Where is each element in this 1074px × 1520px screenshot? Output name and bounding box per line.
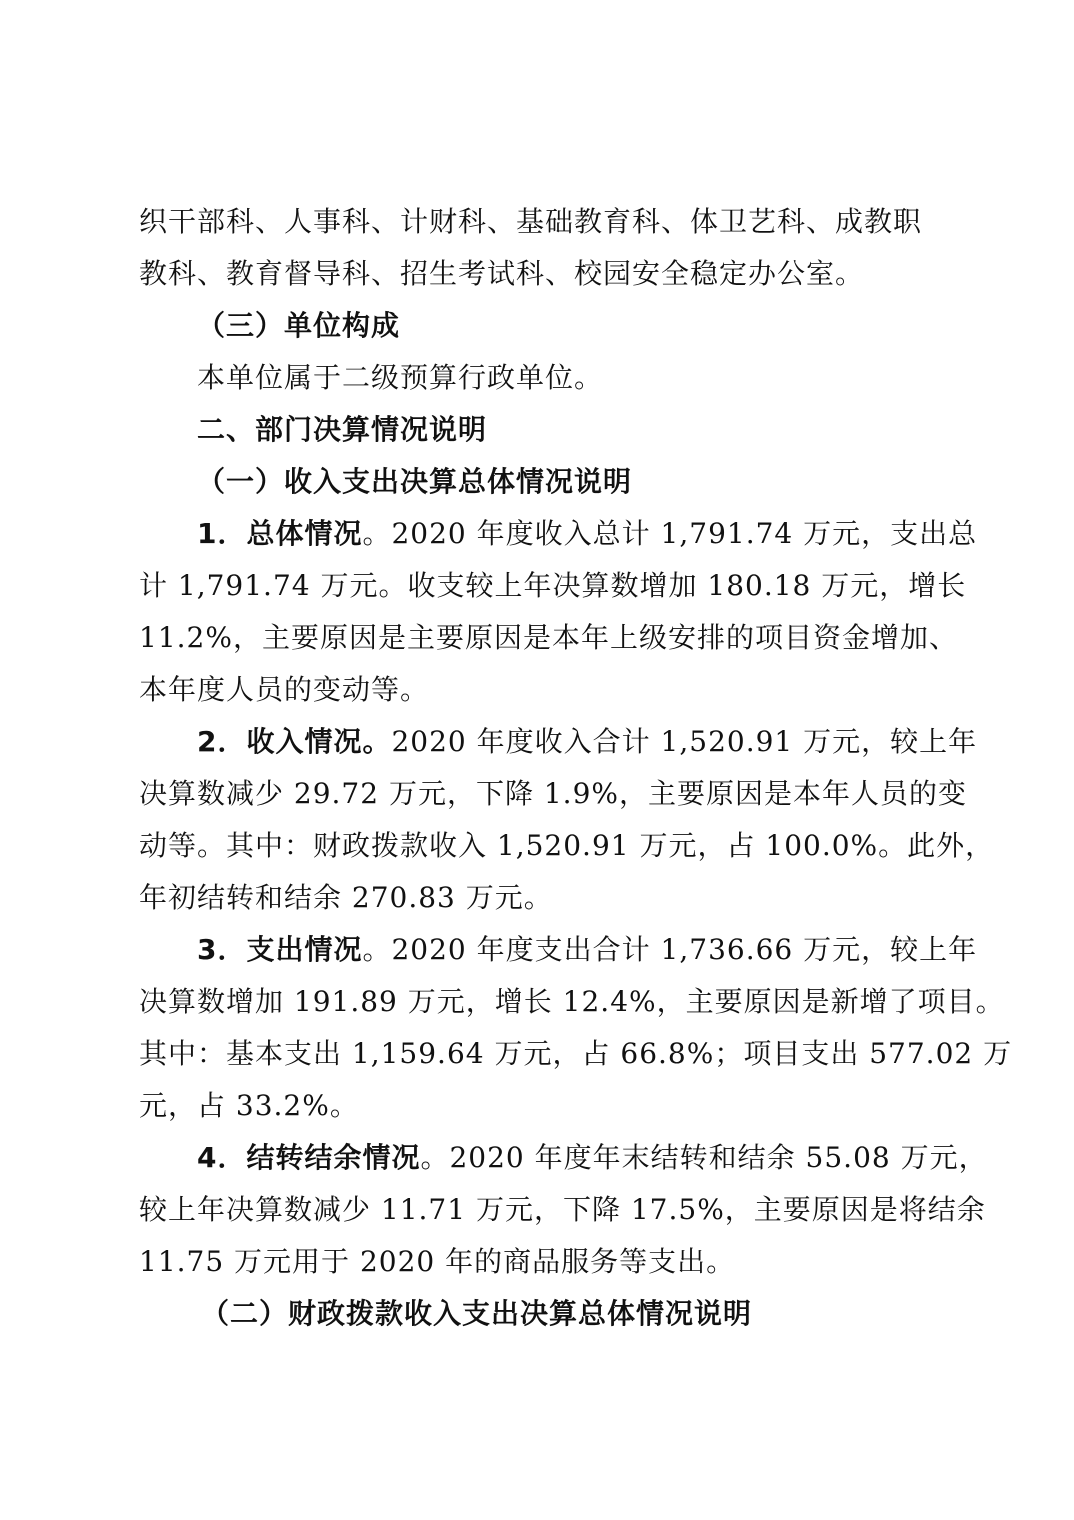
section-heading-income-expense-overview: （一）收入支出决算总体情况说明 [197,465,633,498]
section-heading-dept-accounts: 二、部门决算情况说明 [197,413,488,446]
paragraph-line: 织干部科、人事科、计财科、基础教育科、体卫艺科、成教职 [139,205,923,238]
paragraph-line [139,924,978,976]
item-label-expense: 3．支出情况 [197,933,363,966]
item-label-overall: 1．总体情况 [197,517,363,550]
item-label-carryover: 4．结转结余情况 [197,1141,421,1174]
paragraph-line: 其中：基本支出 1,159.64 万元，占 66.8%；项目支出 577.02 万 [139,1037,1013,1070]
item-label-income: 2．收入情况。 [197,725,392,758]
paragraph-text: 。2020 年度支出合计 1,736.66 万元，较上年 [362,933,978,966]
paragraph-line: 年初结转和结余 270.83 万元。 [139,881,553,914]
paragraph-line: 本单位属于二级预算行政单位。 [197,361,604,394]
paragraph-text: 。2020 年度年末结转和结余 55.08 万元， [420,1141,988,1174]
document-body [139,196,1013,1340]
section-heading-unit-composition: （三）单位构成 [197,309,401,342]
paragraph-line: 本年度人员的变动等。 [139,673,430,706]
section-heading-fiscal-appropriation: （二）财政拨款收入支出决算总体情况说明 [201,1297,753,1330]
paragraph-line [139,716,978,768]
paragraph-text: 。2020 年度收入总计 1,791.74 万元，支出总 [362,517,978,550]
paragraph-line: 动等。其中：财政拨款收入 1,520.91 万元，占 100.0%。此外， [139,829,995,862]
paragraph-line: 元，占 33.2%。 [139,1089,359,1122]
paragraph-text: 2020 年度收入合计 1,520.91 万元，较上年 [391,725,978,758]
paragraph-line: 11.75 万元用于 2020 年的商品服务等支出。 [139,1245,736,1278]
paragraph-line: 教科、教育督导科、招生考试科、校园安全稳定办公室。 [139,257,865,290]
paragraph-line [139,508,978,560]
paragraph-line: 计 1,791.74 万元。收支较上年决算数增加 180.18 万元，增长 [139,569,967,602]
paragraph-line: 决算数增加 191.89 万元，增长 12.4%，主要原因是新增了项目。 [139,985,1005,1018]
paragraph-line: 11.2%，主要原因是主要原因是本年上级安排的项目资金增加、 [139,621,958,654]
paragraph-line: 较上年决算数减少 11.71 万元，下降 17.5%，主要原因是将结余 [139,1193,986,1226]
paragraph-line [139,1132,988,1184]
paragraph-line: 决算数减少 29.72 万元，下降 1.9%，主要原因是本年人员的变 [139,777,967,810]
